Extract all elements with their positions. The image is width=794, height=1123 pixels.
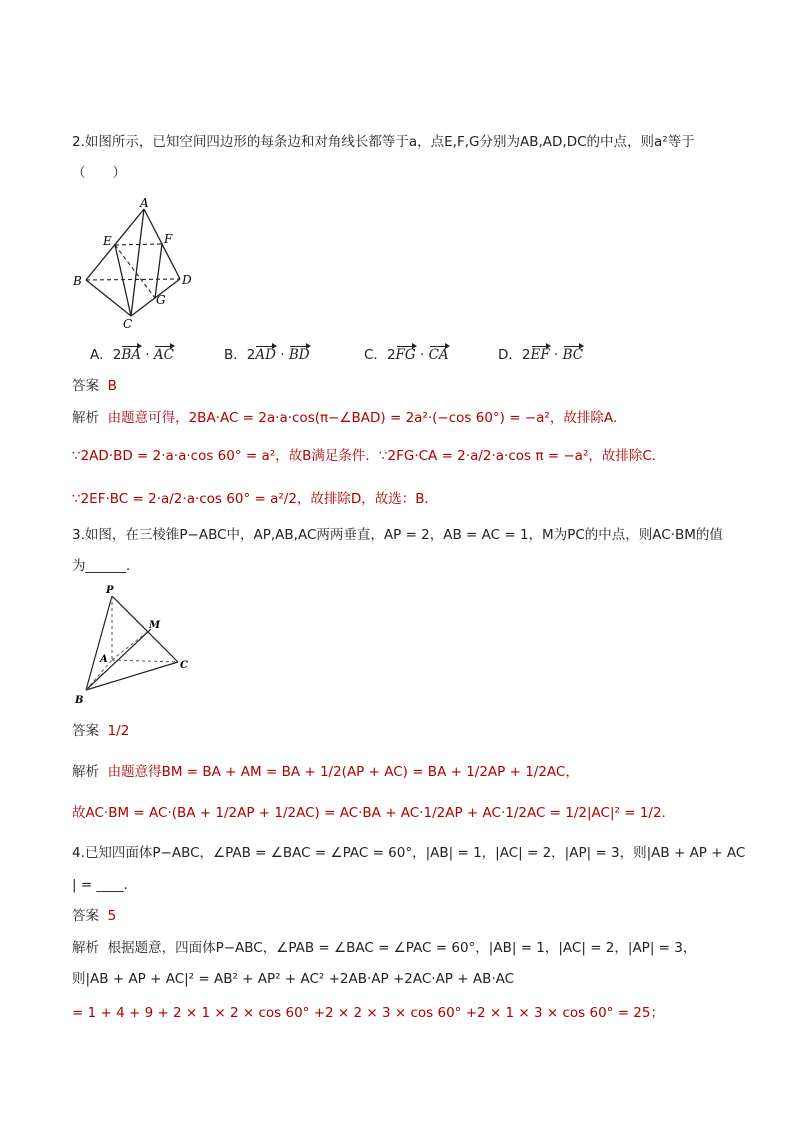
q2-label-g: G (156, 293, 166, 307)
q3-analysis-line1: 解析 由题意得BM = BA + AM = BA + 1/2(AP + AC) = BA + 1/2AP + 1/2AC， (72, 764, 579, 780)
q2-label-f: F (164, 232, 173, 246)
q4-answer-value: 5 (107, 908, 117, 924)
q2-analysis-line1: 解析 由题意可得，2BA·AC = 2a·a·cos(π−∠BAD) = 2a²·(−cos 60°) = −a²，故排除A． (72, 410, 627, 426)
q2-label-a: A (140, 196, 149, 210)
q4-analysis-line1: 解析 根据题意，四面体P−ABC，∠PAB = ∠BAC = ∠PAC = 60°，|AB| = 1，|AC| = 2，|AP| = 3， (72, 940, 697, 956)
q2-option-d[interactable]: D．2EF · BC (498, 347, 584, 363)
q2-option-c[interactable]: C．2FG · CA (364, 347, 449, 363)
q3-label-a: A (100, 654, 108, 665)
q3-label-c: C (180, 660, 188, 671)
q4-stem-line2: | = ____． (72, 877, 137, 893)
q2-label-c: C (123, 317, 133, 331)
q3-label-b: B (75, 695, 84, 706)
q4-analysis-line3: = 1 + 4 + 9 + 2 × 1 × 2 × cos 60° +2 × 2 × 3 × cos 60° +2 × 1 × 3 × cos 60° = 25； (72, 1005, 664, 1021)
q2-option-a[interactable]: A．2BA · AC (90, 347, 174, 363)
q2-answer-value: B (107, 378, 117, 394)
q3-analysis-line2: 故AC·BM = AC·(BA + 1/2AP + 1/2AC) = AC·BA + AC·1/2AP + AC·1/2AC = 1/2|AC|² = 1/2． (72, 805, 676, 821)
q3-label-m: M (149, 620, 161, 631)
q2-stem: 2.如图所示，已知空间四边形的每条边和对角线长都等于a，点E,F,G分别为AB,AD,DC的中点，则a²等于 (72, 134, 695, 150)
q3-answer: 答案 1/2 (72, 723, 130, 739)
q2-label-d: D (182, 273, 192, 287)
q2-analysis-line2: ∵2AD·BD = 2·a·a·cos 60° = a²，故B满足条件．∵2FG·CA = 2·a/2·a·cos π = −a²，故排除C． (72, 448, 666, 464)
q3-answer-value: 1/2 (107, 723, 130, 739)
q2-analysis-line3: ∵2EF·BC = 2·a/2·a·cos 60° = a²/2，故排除D，故选：B． (72, 491, 439, 507)
q2-tetrahedron-figure (70, 196, 200, 331)
q3-stem-line1: 3.如图，在三棱锥P−ABC中，AP,AB,AC两两垂直，AP = 2，AB = AC = 1，M为PC的中点，则AC·BM的值 (72, 527, 723, 543)
q2-label-e: E (103, 234, 112, 248)
q3-label-p: P (106, 585, 114, 596)
q4-stem-line1: 4.已知四面体P−ABC，∠PAB = ∠BAC = ∠PAC = 60°，|AB| = 1，|AC| = 2，|AP| = 3，则|AB + AP + AC (72, 845, 746, 861)
q3-pyramid-figure (72, 582, 202, 707)
q2-answer: 答案 B (72, 378, 117, 394)
q2-label-b: B (73, 274, 82, 288)
q4-analysis-line2: 则|AB + AP + AC|² = AB² + AP² + AC² +2AB·AP +2AC·AP + AB·AC (72, 971, 515, 987)
q4-answer: 答案 5 (72, 908, 117, 924)
q2-option-b[interactable]: B．2AD · BD (224, 347, 310, 363)
q2-paren: （ ） (72, 165, 126, 181)
q3-stem-line2: 为______． (72, 558, 140, 574)
